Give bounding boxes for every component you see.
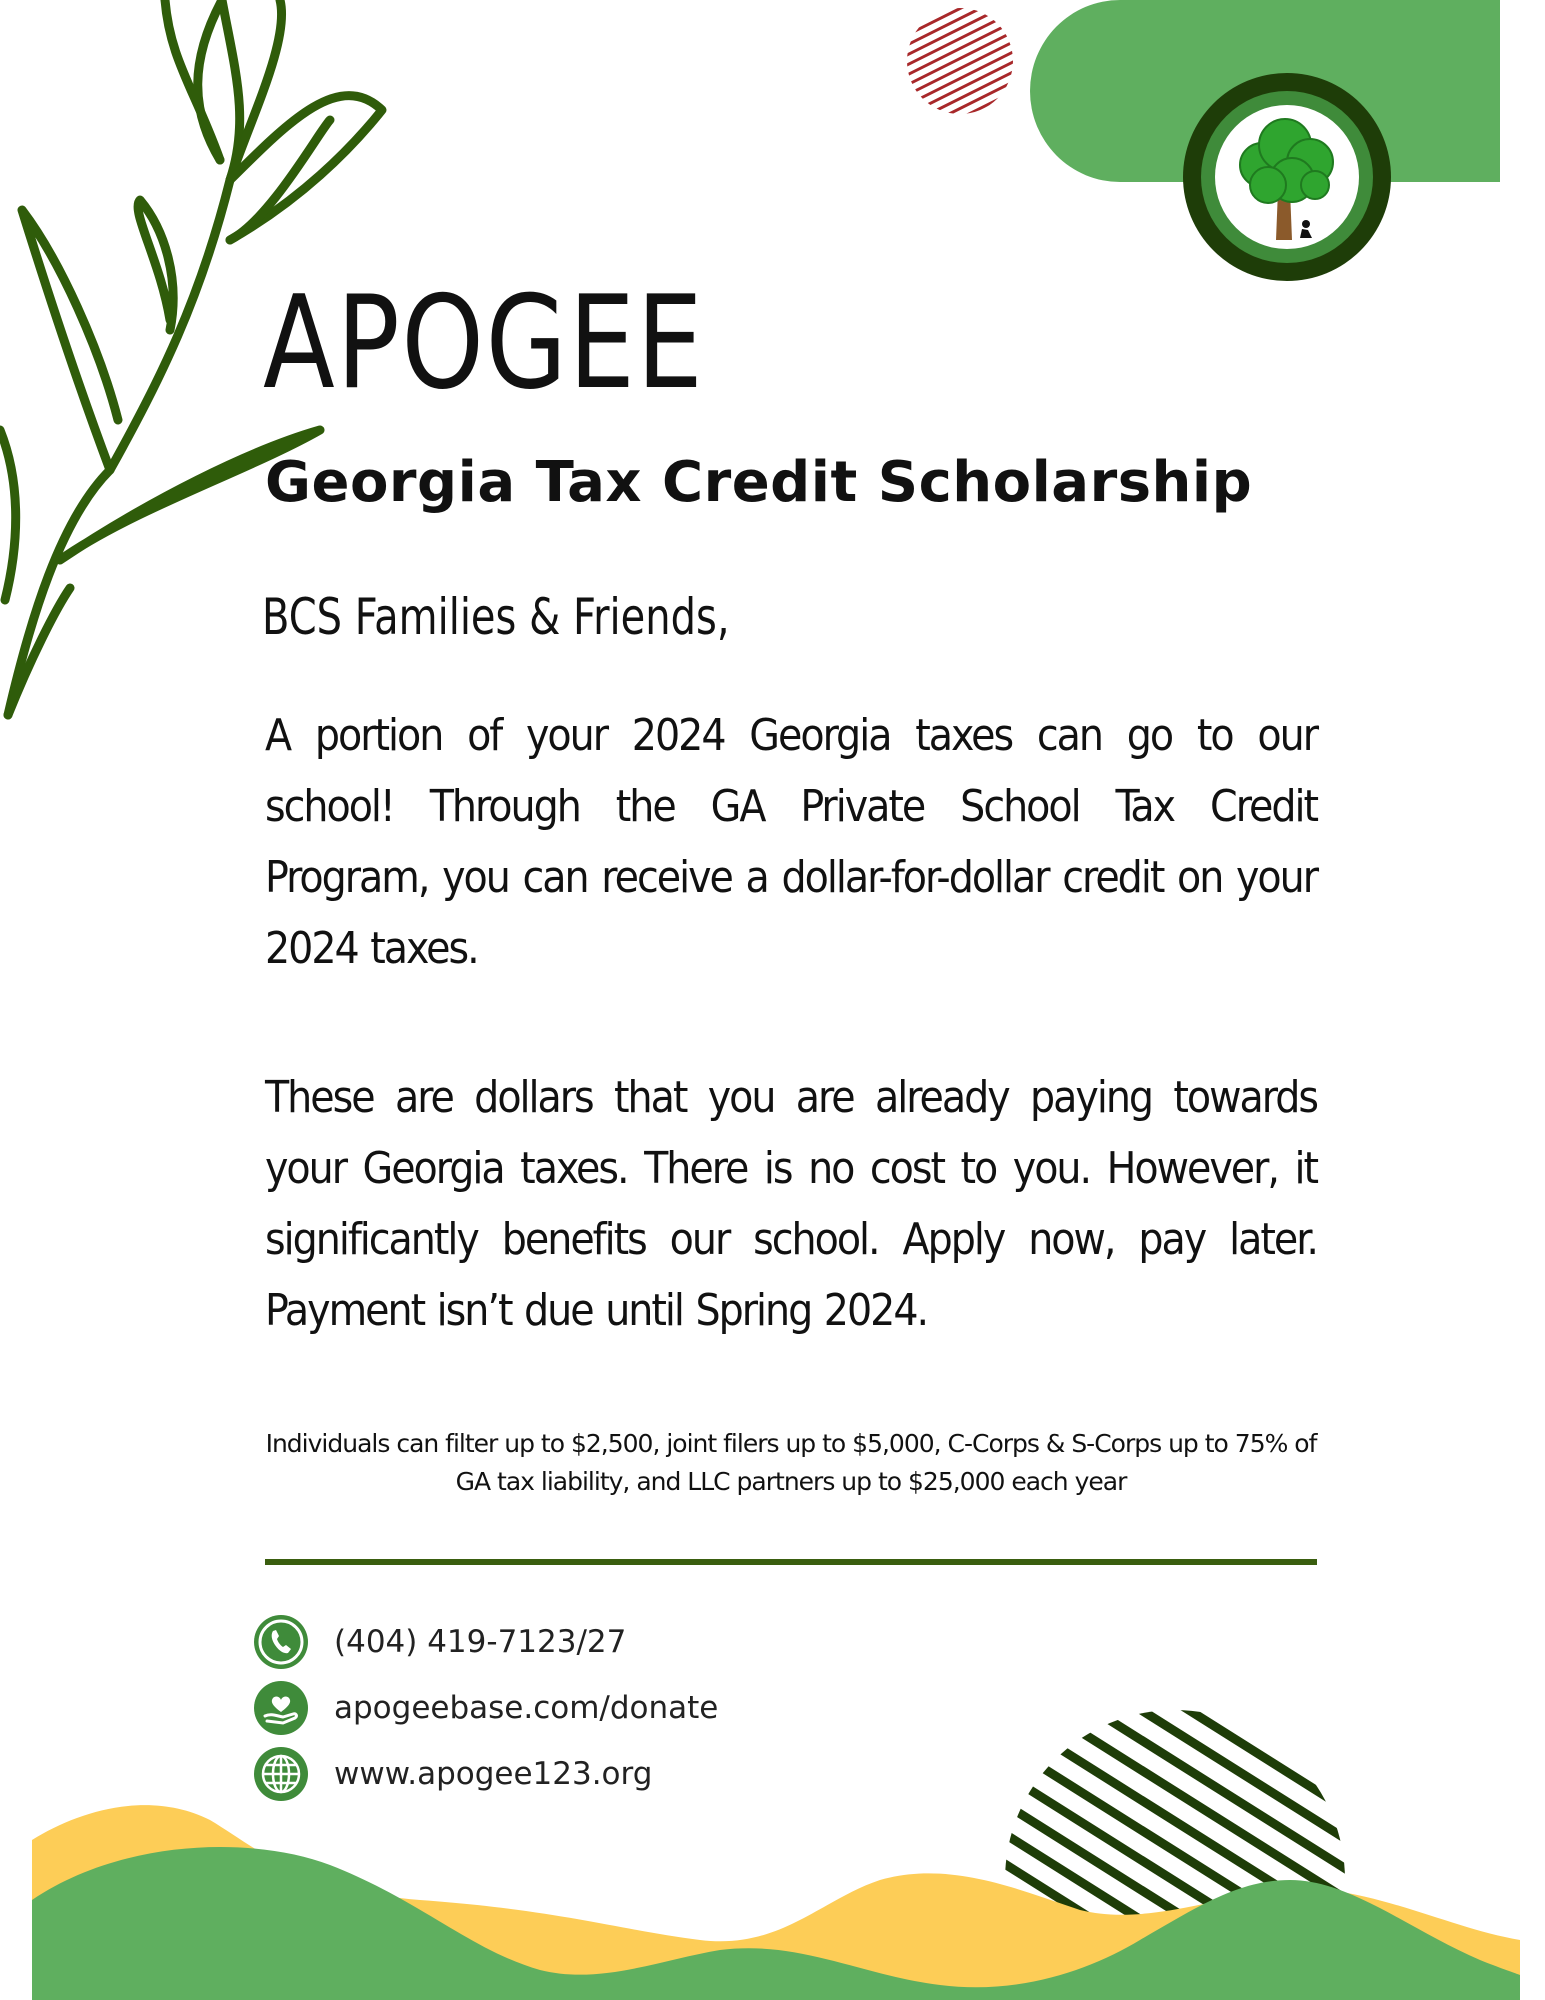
contact-donate-text: apogeebase.com/donate bbox=[334, 1690, 719, 1726]
tree-logo bbox=[1180, 70, 1395, 285]
greeting: BCS Families & Friends, bbox=[262, 588, 730, 646]
contact-phone[interactable] bbox=[253, 1614, 626, 1670]
red-striped-circle bbox=[905, 6, 1015, 116]
contribution-limits-note: Individuals can filter up to $2,500, joint filers up to $5,000, C-Corps & S-Corps up to 75% of GA tax liability, and LLC partners up to $25,000 each year bbox=[265, 1429, 1317, 1496]
page-subtitle: Georgia Tax Credit Scholarship bbox=[265, 450, 1253, 515]
paragraph-tax-credit: A portion of your 2024 Georgia taxes can go to our school! Through the GA Private School Tax Credit Program, you can receive a dollar-for-dollar credit on your 2024 taxes. bbox=[265, 710, 1317, 974]
donate-heart-icon bbox=[253, 1680, 309, 1736]
paragraph-no-cost: These are dollars that you are already paying towards your Georgia taxes. There is no cost to you. However, it significantly benefits our school. Apply now, pay later. Payment isn’t due until Spring 2024. bbox=[265, 1072, 1317, 1336]
contact-donate[interactable] bbox=[253, 1680, 718, 1736]
globe-icon bbox=[253, 1746, 309, 1802]
contact-website-text: www.apogee123.org bbox=[334, 1756, 653, 1792]
footer-waves bbox=[0, 1780, 1545, 2000]
section-divider bbox=[265, 1559, 1317, 1565]
page-title: APOGEE bbox=[263, 269, 705, 418]
phone-icon bbox=[253, 1614, 309, 1670]
contact-website[interactable] bbox=[253, 1746, 652, 1802]
contact-phone-text: (404) 419-7123/27 bbox=[334, 1624, 627, 1660]
